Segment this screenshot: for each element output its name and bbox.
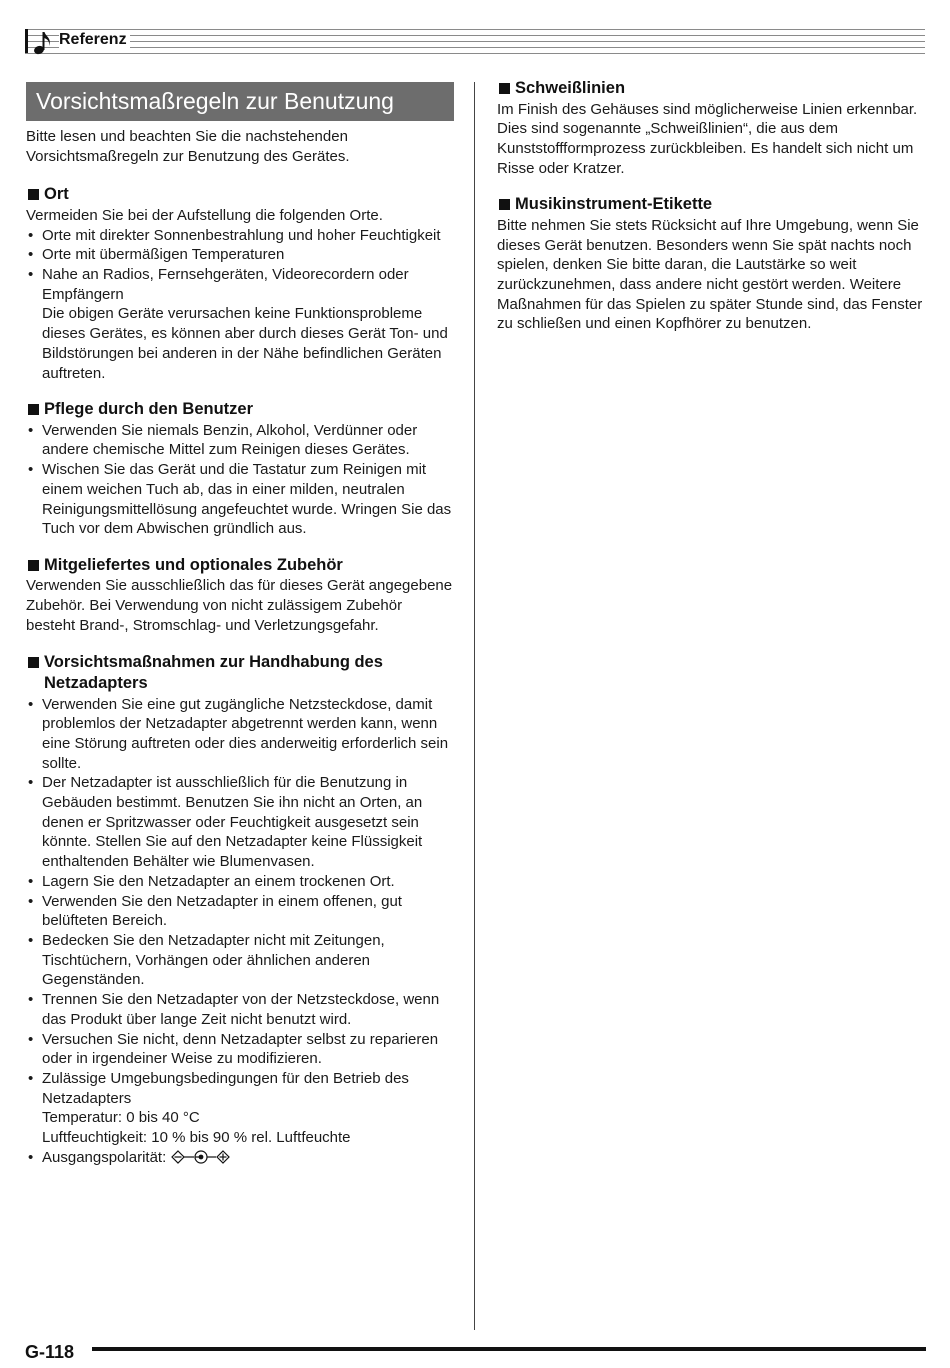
section-heading: Schweißlinien (497, 78, 925, 100)
square-bullet-icon (28, 560, 39, 571)
square-bullet-icon (28, 404, 39, 415)
square-bullet-icon (499, 83, 510, 94)
section-text: Bitte nehmen Sie stets Rücksicht auf Ihre Umgebung, wenn Sie dieses Gerät benutzen. Besonders wenn Sie spät nachts noch spielen, denken Sie bitte daran, die Lautstärke so weit zurückzunehmen, dass andere nicht gestört werden. Weitere Maßnahmen für das Spielen zu später Stunde sind, das Fenster zu schließen und einen Kopfhörer zu benutzen. (497, 216, 923, 333)
page-number: G-118 (25, 1342, 75, 1362)
staff-line (25, 53, 925, 54)
section-text: Verwenden Sie ausschließlich das für dieses Gerät angegebene Zubehör. Bei Verwendung von nicht zulässigem Zubehör besteht Brand-, Stromschlag- und Verletzungsgefahr. (26, 577, 453, 634)
temperature-spec: Temperatur: 0 bis 40 °C (42, 1109, 200, 1127)
item-note: Die obigen Geräte verursachen keine Funktionsprobleme dieses Gerätes, es können aber durch dieses Gerät Ton- und Bildstörungen bei anderen in der Nähe befindlichen Geräten auftreten. (42, 305, 448, 382)
square-bullet-icon (499, 199, 510, 210)
staff-barline (25, 29, 28, 53)
staff-line (25, 41, 925, 42)
square-bullet-icon (28, 189, 39, 200)
intro-text: Bitte lesen und beachten Sie die nachstehenden Vorsichtsmaßregeln zur Benutzung des Gerätes. (26, 128, 350, 165)
section-ort (26, 184, 454, 383)
list-item: • Orte mit übermäßigen Temperaturen (28, 246, 285, 264)
list-item: • Nahe an Radios, Fernsehgeräten, Videorecordern oder Empfängern Die obigen Geräte verursachen keine Funktionsprobleme dieses Gerätes, es können aber durch dieses Gerät Ton- und Bildstörungen bei anderen in der Nähe befindlichen Geräten auftreten. (28, 266, 448, 382)
list-item: • Verwenden Sie niemals Benzin, Alkohol, Verdünner oder andere chemische Mittel zum Reinigen dieses Gerätes. (28, 421, 418, 459)
section-heading: Ort (26, 184, 454, 206)
page-header (25, 27, 925, 57)
column-divider (474, 82, 475, 1330)
left-column (26, 82, 454, 1170)
staff-line (25, 35, 925, 36)
footer-rule (92, 1347, 926, 1351)
bullet-list (26, 695, 454, 1171)
list-item: • Orte mit direkter Sonnenbestrahlung und hoher Feuchtigkeit (28, 226, 441, 244)
square-bullet-icon (28, 657, 39, 668)
list-item: • Trennen Sie den Netzadapter von der Netzsteckdose, wenn das Produkt über lange Zeit nicht benutzt wird. (28, 991, 440, 1028)
section-schweisslinien (497, 78, 925, 178)
humidity-spec: Luftfeuchtigkeit: 10 % bis 90 % rel. Luftfeuchte (42, 1129, 351, 1147)
list-item: • Verwenden Sie den Netzadapter in einem offenen, gut belüfteten Bereich. (28, 892, 402, 930)
list-item: • Der Netzadapter ist ausschließlich für die Benutzung in Gebäuden bestimmt. Benutzen Sie ihn nicht an Orten, an denen er Spritzwasser oder Feuchtigkeit ausgesetzt sein könnte. Stellen Sie auf den Netzadapter keine Flüssigkeit enthaltenden Behälter wie Blumenvasen. (28, 774, 423, 871)
polarity-symbol-icon (170, 1149, 232, 1171)
section-label: Referenz (59, 31, 130, 49)
list-item: • Zulässige Umgebungsbedingungen für den Betrieb des Netzadapters Temperatur: 0 bis 40 °C Luftfeuchtigkeit: 10 % bis 90 % rel. Luftfeuchte (28, 1069, 409, 1147)
list-item: • Versuchen Sie nicht, denn Netzadapter selbst zu reparieren oder in irgendeiner Weise zu modifizieren. (28, 1030, 439, 1068)
section-heading: Vorsichtsmaßnahmen zur Handhabung des Netzadapters (26, 652, 454, 695)
list-item: • Lagern Sie den Netzadapter an einem trockenen Ort. (28, 872, 395, 890)
section-zubehoer (26, 555, 454, 636)
eighth-note-icon (33, 30, 53, 61)
section-text: Im Finish des Gehäuses sind möglicherweise Linien erkennbar. Dies sind sogenannte „Schweißlinien“, die aus dem Kunststoffformprozess zurückbleiben. Es handelt sich nicht um Risse oder Kratzer. (497, 100, 918, 177)
section-etikette (497, 194, 925, 334)
section-netzadapter (26, 652, 454, 1171)
section-heading: Musikinstrument-Etikette (497, 194, 925, 216)
staff-line (25, 47, 925, 48)
list-item: • Wischen Sie das Gerät und die Tastatur zum Reinigen mit einem weichen Tuch ab, das in einer milden, neutralen Reinigungsmittellösung angefeuchtet wurde. Wringen Sie das Tuch vor dem Abwischen gründlich aus. (28, 461, 452, 538)
list-item: • Bedecken Sie den Netzadapter nicht mit Zeitungen, Tischtüchern, Vorhängen oder ähnlichen anderen Gegenständen. (28, 932, 385, 989)
list-item: • Verwenden Sie eine gut zugängliche Netzsteckdose, damit problemlos der Netzadapter abgetrennt werden kann, wenn eine Störung auftreten oder dies anderweitig erforderlich sein sollte. (28, 695, 449, 772)
section-heading: Pflege durch den Benutzer (26, 399, 454, 421)
section-text: Vermeiden Sie bei der Aufstellung die folgenden Orte. (26, 206, 383, 224)
bullet-list (26, 226, 454, 384)
staff-line (25, 29, 925, 30)
list-item: • Ausgangspolarität: (26, 1148, 454, 1171)
right-column (497, 78, 925, 334)
section-heading: Mitgeliefertes und optionales Zubehör (26, 555, 454, 577)
bullet-list (26, 421, 454, 539)
section-pflege (26, 399, 454, 539)
page-title: Vorsichtsmaßregeln zur Benutzung (26, 82, 454, 121)
